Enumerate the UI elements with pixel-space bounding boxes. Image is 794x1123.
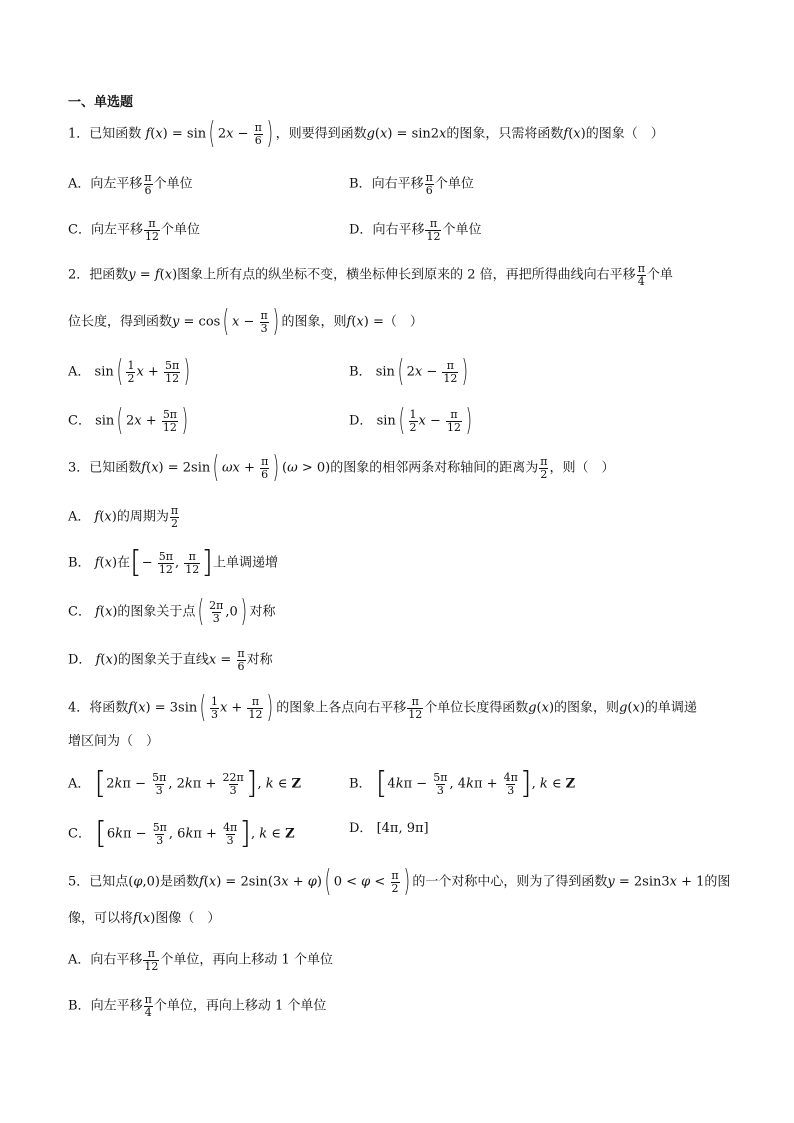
- section-title: 一、单选题: [68, 95, 134, 110]
- question-2-option-a[interactable]: A． sin( $\frac{1}{2}$ x + $\frac{5\pi}{12}$ ): [68, 354, 191, 390]
- question-5-stem-line1: 5．已知点(φ,0)是函数f(x) = 2sin(3x + φ)( 0 < φ < $\frac{\pi}{2}$ ) 的一个对称中心，则为了得到函数y = 2sin3x + 1的图: [68, 864, 731, 900]
- question-2-option-b[interactable]: B． sin( 2x − $\frac{\pi}{12}$ ): [349, 354, 469, 390]
- question-2-option-c[interactable]: C． sin( 2x + $\frac{5\pi}{12}$ ): [68, 403, 189, 439]
- question-1-option-b[interactable]: B．向右平移 $\frac{\pi}{6}$ 个单位: [349, 171, 474, 197]
- question-5-option-b[interactable]: B．向左平移 $\frac{\pi}{4}$ 个单位，再向上移动 1 个单位: [68, 993, 327, 1019]
- question-1-option-c[interactable]: C．向左平移 $\frac{\pi}{12}$ 个单位: [68, 217, 200, 243]
- question-3-option-a[interactable]: A． f(x)的周期为 $\frac{\pi}{2}$: [68, 504, 179, 530]
- question-3-option-b[interactable]: B． f(x)在[− $\frac{5\pi}{12}$ , $\frac{\pi}{12}$ ]上单调递增: [68, 545, 279, 581]
- question-2-option-d[interactable]: D． sin( $\frac{1}{2}$ x − $\frac{\pi}{12}$ ): [349, 403, 473, 439]
- question-4-option-a[interactable]: A． [2kπ − $\frac{5\pi}{3}$ , 2kπ + $\frac{22\pi}{3}$ ], k ∈ Z: [68, 766, 301, 802]
- question-4-option-c[interactable]: C． [6kπ − $\frac{5\pi}{3}$ , 6kπ + $\frac{4\pi}{3}$ ], k ∈ Z: [68, 816, 295, 852]
- question-1-stem: 1．已知函数 f(x) = sin( 2x − $\frac{\pi}{6}$ ) ，则要得到函数g(x) = sin2x的图象，只需将函数f(x)的图象（ ）: [68, 116, 664, 152]
- question-2-stem-line2: 位长度，得到函数y = cos( x − $\frac{\pi}{3}$ ) 的图象，则f(x) =（ ）: [68, 304, 423, 340]
- question-4-stem-line2: 增区间为（ ）: [68, 734, 160, 749]
- question-5-stem-line2: 像，可以将f(x)图像（ ）: [68, 911, 221, 926]
- question-4-stem-line1: 4．将函数f(x) = 3sin( $\frac{1}{3}$ x + $\frac{\pi}{12}$ ) 的图象上各点向右平移 $\frac{\pi}{12}$ 个单位长度得函数g(x)的图象，则g(x)的单调递: [68, 690, 697, 726]
- question-3-stem: 3．已知函数f(x) = 2sin( ωx + $\frac{\pi}{6}$ ) (ω > 0)的图象的相邻两条对称轴间的距离为 $\frac{\pi}{2}$ ，则（ ）: [68, 450, 615, 486]
- question-1-option-a[interactable]: A．向左平移 $\frac{\pi}{6}$ 个单位: [68, 171, 193, 197]
- question-3-option-d[interactable]: D． f(x)的图象关于直线x = $\frac{\pi}{6}$ 对称: [68, 647, 273, 673]
- question-4-option-d[interactable]: D． [4π, 9π]: [349, 821, 429, 836]
- question-5-option-a[interactable]: A．向右平移 $\frac{\pi}{12}$ 个单位，再向上移动 1 个单位: [68, 947, 333, 973]
- question-1-option-d[interactable]: D．向右平移 $\frac{\pi}{12}$ 个单位: [349, 217, 482, 243]
- question-3-option-c[interactable]: C． f(x)的图象关于点( $\frac{2\pi}{3}$ ,0) 对称: [68, 594, 276, 630]
- question-4-option-b[interactable]: B． [4kπ − $\frac{5\pi}{3}$ , 4kπ + $\frac{4\pi}{3}$ ], k ∈ Z: [349, 766, 576, 802]
- question-2-stem-line1: 2．把函数y = f(x)图象上所有点的纵坐标不变，横坐标伸长到原来的 2 倍，再把所得曲线向右平移 $\frac{\pi}{4}$ 个单: [68, 262, 673, 288]
